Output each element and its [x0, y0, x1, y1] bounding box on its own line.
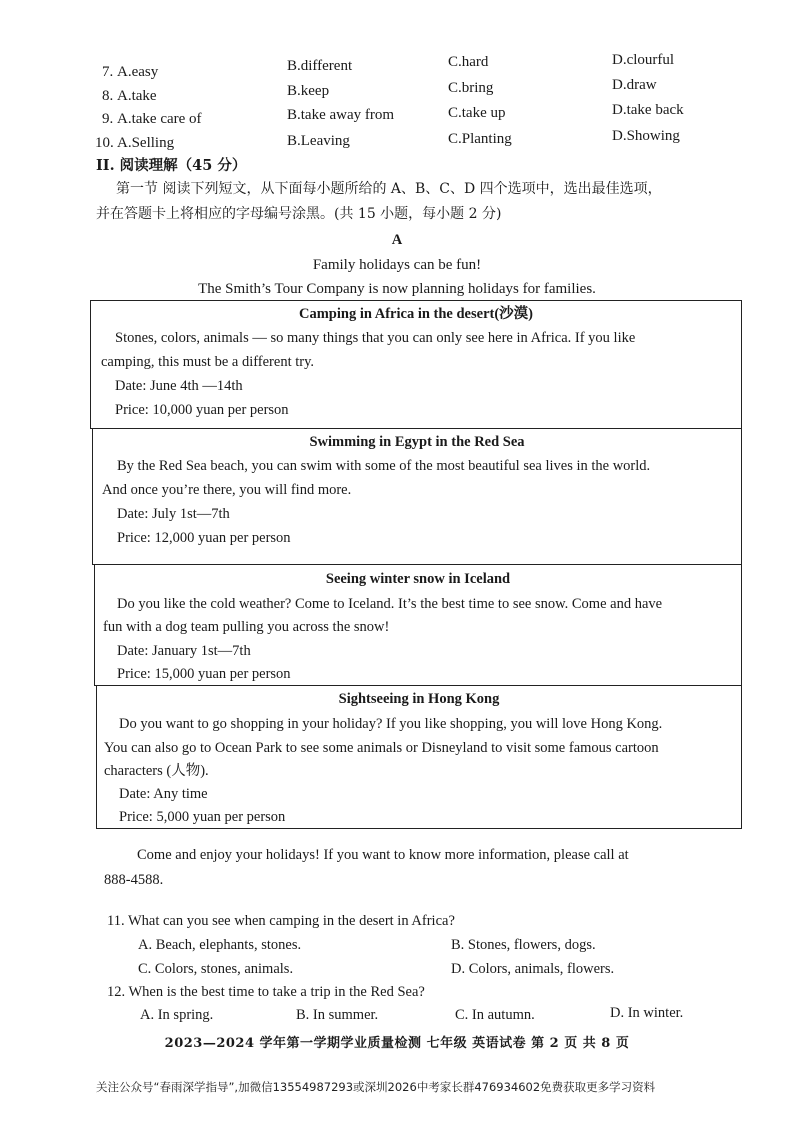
option-10-d: D.Showing: [612, 128, 680, 144]
page-footer: 2023—2024 学年第一学期学业质量检测 七年级 英语试卷 第 2 页 共 8 页: [164, 1036, 630, 1051]
tour-price: Price: 10,000 yuan per person: [115, 402, 289, 418]
instruction-line-2: 并在答题卡上将相应的字母编号涂黑。(共 15 小题，每小题 2 分): [96, 206, 502, 222]
question-12-option-b: B. In summer.: [296, 1007, 379, 1023]
bottom-note: 关注公众号“春雨深学指导”,加微信13554987293或深圳2026中考家长群476934602免费获取更多学习资料: [96, 1080, 656, 1094]
question-11-option-c: C. Colors, stones, animals.: [138, 961, 294, 977]
question-11-stem: 11. What can you see when camping in the desert in Africa?: [107, 913, 455, 929]
option-8-num: 8.: [102, 88, 114, 104]
tour-date: Date: June 4th —14th: [115, 378, 243, 394]
option-9-c: C.take up: [448, 105, 506, 121]
tour-desc-line: Stones, colors, animals — so many things that you can only see here in Africa. If you like: [115, 330, 636, 346]
question-11-option-a: A. Beach, elephants, stones.: [138, 937, 302, 953]
option-10-c: C.Planting: [448, 131, 512, 147]
tour-price: Price: 12,000 yuan per person: [117, 530, 291, 546]
tour-date: Date: July 1st—7th: [117, 506, 230, 522]
option-8-d: D.draw: [612, 77, 657, 93]
tour-desc-line: fun with a dog team pulling you across the snow!: [103, 619, 390, 635]
option-7-a-text: A.easy: [117, 64, 159, 80]
option-7-c: C.hard: [448, 54, 489, 70]
tour-price: Price: 5,000 yuan per person: [119, 809, 286, 825]
option-9-num: 9.: [102, 111, 114, 127]
option-7-a: 7.: [102, 64, 114, 80]
tour-desc-line: Do you want to go shopping in your holiday? If you like shopping, you will love Hong Kong.: [119, 716, 663, 732]
section-heading: II. 阅读理解（45 分）: [96, 157, 247, 174]
passage-letter: A: [391, 232, 403, 248]
tour-box-iceland: [94, 564, 742, 686]
tour-title: Seeing winter snow in Iceland: [325, 571, 511, 587]
tour-price: Price: 15,000 yuan per person: [117, 666, 291, 682]
tour-desc-line: You can also go to Ocean Park to see some animals or Disneyland to visit some famous cartoon: [104, 740, 659, 756]
option-8-b: B.keep: [287, 83, 330, 99]
option-8-c: C.bring: [448, 80, 494, 96]
question-12-option-c: C. In autumn.: [455, 1007, 535, 1023]
tour-desc-line: Do you like the cold weather? Come to Iceland. It’s the best time to see snow. Come and have: [117, 596, 663, 612]
tour-title: Swimming in Egypt in the Red Sea: [309, 434, 525, 450]
option-8-a: A.take: [117, 88, 157, 104]
tour-date: Date: January 1st—7th: [117, 643, 251, 659]
option-9-a: A.take care of: [117, 111, 202, 127]
option-7-d: D.clourful: [612, 52, 675, 68]
tour-box-africa: [90, 300, 742, 429]
intro-line-1: Family holidays can be fun!: [312, 257, 482, 273]
question-11-option-d: D. Colors, animals, flowers.: [451, 961, 615, 977]
closing-line-1: Come and enjoy your holidays! If you want to know more information, please call at: [137, 847, 629, 863]
option-9-d: D.take back: [612, 102, 684, 118]
closing-line-2: 888-4588.: [104, 872, 164, 888]
tour-box-egypt: [92, 428, 742, 565]
tour-desc-line: By the Red Sea beach, you can swim with some of the most beautiful sea lives in the world.: [117, 458, 651, 474]
tour-date: Date: Any time: [119, 786, 208, 802]
tour-title: Sightseeing in Hong Kong: [338, 691, 500, 707]
option-9-b: B.take away from: [287, 107, 395, 123]
tour-desc-line: characters (人物).: [104, 763, 209, 779]
question-12-stem: 12. When is the best time to take a trip in the Red Sea?: [107, 984, 425, 1000]
option-10-num: 10.: [95, 135, 114, 151]
option-10-b: B.Leaving: [287, 133, 350, 149]
tour-desc-line: camping, this must be a different try.: [101, 354, 315, 370]
question-12-option-d: D. In winter.: [610, 1005, 684, 1021]
intro-line-2: The Smith’s Tour Company is now planning holidays for families.: [198, 281, 596, 297]
option-7-b: B.different: [287, 58, 353, 74]
question-11-option-b: B. Stones, flowers, dogs.: [451, 937, 596, 953]
instruction-line-1: 第一节 阅读下列短文，从下面每小题所给的 A、B、C、D 四个选项中，选出最佳选项，: [116, 181, 662, 197]
tour-box-hongkong: [96, 685, 742, 829]
option-10-a: A.Selling: [117, 135, 175, 151]
question-12-option-a: A. In spring.: [140, 1007, 214, 1023]
tour-title: Camping in Africa in the desert(沙漠): [299, 306, 533, 322]
tour-desc-line: And once you’re there, you will find more.: [102, 482, 352, 498]
